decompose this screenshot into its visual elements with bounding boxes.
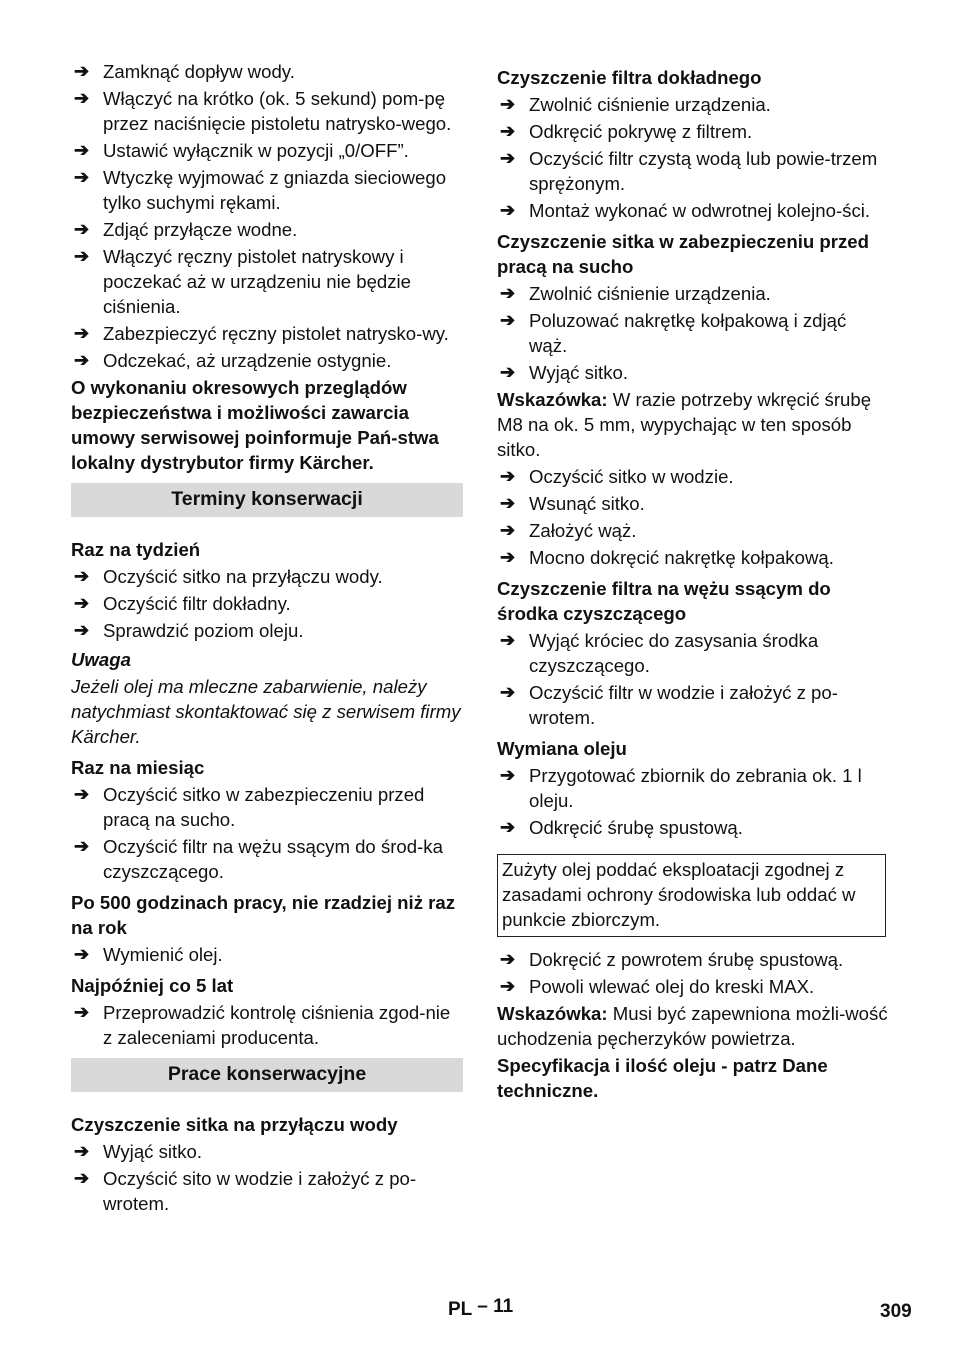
footer-language xyxy=(448,1297,513,1322)
list-item xyxy=(497,974,889,999)
500h-heading: Po 500 godzinach pracy, nie rzadziej niż raz na rok xyxy=(71,892,456,938)
list-item-text: Zabezpieczyć ręczny pistolet natrysko-wy. xyxy=(103,323,449,344)
list-item-text: Odkręcić pokrywę z filtrem. xyxy=(529,121,753,142)
list-item-text: Włączyć na krótko (ok. 5 sekund) pom-pę przez naciśnięcie pistoletu natrysko-wego. xyxy=(103,88,452,134)
arrow-right-icon: ➔ xyxy=(500,547,516,567)
left-column xyxy=(71,59,463,1218)
list-item xyxy=(497,947,889,972)
hint-2-text: Musi być zapewniona możli-wość uchodzenia pęcherzyków powietrza. xyxy=(497,1003,888,1049)
arrow-right-icon: ➔ xyxy=(74,620,90,640)
arrow-right-icon: ➔ xyxy=(500,949,516,969)
list-item xyxy=(71,138,463,163)
list-item xyxy=(497,545,889,570)
list-item-text: Wyjąć sitko. xyxy=(529,362,629,383)
500h-list xyxy=(71,942,463,967)
list-item xyxy=(71,1166,463,1216)
list-item-text: Oczyścić sitko na przyłączu wody. xyxy=(103,566,383,587)
list-item-text: Dokręcić z powrotem śrubę spustową. xyxy=(529,949,844,970)
arrow-right-icon: ➔ xyxy=(500,148,516,168)
arrow-right-icon: ➔ xyxy=(74,88,90,108)
oil-change-list-2 xyxy=(497,947,889,999)
arrow-right-icon: ➔ xyxy=(74,1002,90,1022)
arrow-right-icon: ➔ xyxy=(500,493,516,513)
list-item xyxy=(71,834,463,884)
list-item-text: Powoli wlewać olej do kreski MAX. xyxy=(529,976,815,997)
list-item-text: Ustawić wyłącznik w pozycji „0/OFF”. xyxy=(103,140,409,161)
list-item xyxy=(497,464,889,489)
arrow-right-icon: ➔ xyxy=(74,350,90,370)
list-item xyxy=(497,281,889,306)
list-item-text: Oczyścić filtr dokładny. xyxy=(103,593,291,614)
list-item xyxy=(71,1139,463,1164)
weekly-heading: Raz na tydzień xyxy=(71,539,201,560)
list-item-text: Założyć wąż. xyxy=(529,520,637,541)
hint-2-label: Wskazówka: xyxy=(497,1003,608,1024)
list-item-text: Oczyścić filtr na wężu ssącym do środ-ka czyszczącego. xyxy=(103,836,443,882)
list-item-text: Zamknąć dopływ wody. xyxy=(103,61,295,82)
list-item xyxy=(71,217,463,242)
arrow-right-icon: ➔ xyxy=(74,1168,90,1188)
section-heading-maintenance-work: Prace konserwacyjne xyxy=(71,1058,463,1092)
arrow-right-icon: ➔ xyxy=(500,765,516,785)
footer-lang-code: PL xyxy=(448,1299,472,1320)
fine-filter-list xyxy=(497,92,889,223)
service-note: O wykonaniu okresowych przeglądów bezpieczeństwa i możliwości zawarcia umowy serwisowej poinformuje Pań-stwa lokalny dystrybutor firmy Kärcher. xyxy=(71,377,439,473)
shutdown-steps xyxy=(71,59,463,373)
arrow-right-icon: ➔ xyxy=(500,466,516,486)
oil-change-heading: Wymiana oleju xyxy=(497,738,627,759)
oil-spec-note: Specyfikacja i ilość oleju - patrz Dane techniczne. xyxy=(497,1055,828,1101)
list-item-text: Wtyczkę wyjmować z gniazda sieciowego tylko suchymi rękami. xyxy=(103,167,447,213)
list-item xyxy=(71,1000,463,1050)
list-item xyxy=(497,763,889,813)
caution-text: Jeżeli olej ma mleczne zabarwienie, należy natychmiast skontaktować się z serwisem firmy Kärcher. xyxy=(71,676,461,747)
list-item xyxy=(71,782,463,832)
arrow-right-icon: ➔ xyxy=(74,784,90,804)
arrow-right-icon: ➔ xyxy=(500,817,516,837)
list-item-text: Oczyścić sitko w wodzie. xyxy=(529,466,734,487)
arrow-right-icon: ➔ xyxy=(500,200,516,220)
page-number: 309 xyxy=(880,1301,912,1322)
list-item xyxy=(71,59,463,84)
arrow-right-icon: ➔ xyxy=(500,121,516,141)
list-item xyxy=(71,348,463,373)
arrow-right-icon: ➔ xyxy=(74,566,90,586)
arrow-right-icon: ➔ xyxy=(500,362,516,382)
arrow-right-icon: ➔ xyxy=(500,310,516,330)
list-item-text: Odczekać, aż urządzenie ostygnie. xyxy=(103,350,392,371)
arrow-right-icon: ➔ xyxy=(74,593,90,613)
list-item-text: Zwolnić ciśnienie urządzenia. xyxy=(529,283,771,304)
arrow-right-icon: ➔ xyxy=(74,61,90,81)
list-item-text: Wyjąć króciec do zasysania środka czyszczącego. xyxy=(529,630,819,676)
list-item-text: Odkręcić śrubę spustową. xyxy=(529,817,743,838)
list-item-text: Zdjąć przyłącze wodne. xyxy=(103,219,298,240)
arrow-right-icon: ➔ xyxy=(74,944,90,964)
weekly-list xyxy=(71,564,463,643)
hint-1 xyxy=(497,387,889,462)
right-column xyxy=(497,59,889,1105)
list-item xyxy=(497,628,889,678)
list-item xyxy=(71,618,463,643)
list-item-text: Zwolnić ciśnienie urządzenia. xyxy=(529,94,771,115)
list-item xyxy=(71,86,463,136)
list-item-text: Włączyć ręczny pistolet natryskowy i poczekać aż w urządzeniu nie będzie ciśnienia. xyxy=(103,246,412,317)
arrow-right-icon: ➔ xyxy=(500,682,516,702)
water-strainer-heading: Czyszczenie sitka na przyłączu wody xyxy=(71,1114,398,1135)
arrow-right-icon: ➔ xyxy=(500,520,516,540)
water-strainer-list xyxy=(71,1139,463,1216)
list-item-text: Oczyścić filtr w wodzie i założyć z po-wrotem. xyxy=(529,682,838,728)
monthly-heading: Raz na miesiąc xyxy=(71,757,205,778)
arrow-right-icon: ➔ xyxy=(500,283,516,303)
list-item xyxy=(497,491,889,516)
hint-2 xyxy=(497,1001,889,1051)
arrow-right-icon: ➔ xyxy=(74,140,90,160)
list-item xyxy=(71,321,463,346)
fine-filter-heading: Czyszczenie filtra dokładnego xyxy=(497,67,762,88)
arrow-right-icon: ➔ xyxy=(500,976,516,996)
suction-hose-filter-heading: Czyszczenie filtra na wężu ssącym do środka czyszczącego xyxy=(497,578,831,624)
list-item-text: Przeprowadzić kontrolę ciśnienia zgod-nie z zaleceniami producenta. xyxy=(103,1002,451,1048)
5y-heading: Najpóźniej co 5 lat xyxy=(71,975,234,996)
list-item-text: Sprawdzić poziom oleju. xyxy=(103,620,304,641)
5y-list xyxy=(71,1000,463,1050)
arrow-right-icon: ➔ xyxy=(74,836,90,856)
list-item-text: Przygotować zbiornik do zebrania ok. 1 l oleju. xyxy=(529,765,862,811)
arrow-right-icon: ➔ xyxy=(74,246,90,266)
arrow-right-icon: ➔ xyxy=(74,219,90,239)
arrow-right-icon: ➔ xyxy=(74,167,90,187)
hint-1-text: W razie potrzeby wkręcić śrubę M8 na ok. 5 mm, wypychając w ten sposób sitko. xyxy=(497,389,872,460)
list-item xyxy=(497,815,889,840)
dry-run-strainer-list xyxy=(497,281,889,385)
hint-1-label: Wskazówka: xyxy=(497,389,608,410)
monthly-list xyxy=(71,782,463,884)
list-item xyxy=(71,564,463,589)
list-item-text: Mocno dokręcić nakrętkę kołpakową. xyxy=(529,547,834,568)
list-item xyxy=(497,680,889,730)
list-item xyxy=(497,360,889,385)
oil-change-list xyxy=(497,763,889,840)
list-item xyxy=(497,92,889,117)
list-item xyxy=(71,591,463,616)
arrow-right-icon: ➔ xyxy=(500,630,516,650)
dry-run-strainer-heading: Czyszczenie sitka w zabezpieczeniu przed pracą na sucho xyxy=(497,231,870,277)
list-item xyxy=(497,198,889,223)
arrow-right-icon: ➔ xyxy=(500,94,516,114)
list-item-text: Oczyścić sito w wodzie i założyć z po-wrotem. xyxy=(103,1168,417,1214)
list-item-text: Poluzować nakrętkę kołpakową i zdjąć wąż. xyxy=(529,310,847,356)
list-item xyxy=(497,119,889,144)
list-item xyxy=(71,165,463,215)
section-heading-maintenance-schedule: Terminy konserwacji xyxy=(71,483,463,517)
dry-run-strainer-list-2 xyxy=(497,464,889,570)
suction-hose-filter-list xyxy=(497,628,889,730)
list-item xyxy=(71,244,463,319)
arrow-right-icon: ➔ xyxy=(74,1141,90,1161)
list-item-text: Wyjąć sitko. xyxy=(103,1141,203,1162)
list-item-text: Montaż wykonać w odwrotnej kolejno-ści. xyxy=(529,200,871,221)
list-item-text: Oczyścić sitko w zabezpieczeniu przed pracą na sucho. xyxy=(103,784,425,830)
arrow-right-icon: ➔ xyxy=(74,323,90,343)
list-item-text: Wsunąć sitko. xyxy=(529,493,645,514)
footer-section-page: – 11 xyxy=(477,1296,514,1317)
caution-heading: Uwaga xyxy=(71,649,131,670)
list-item xyxy=(71,942,463,967)
environment-notice-box: Zużyty olej poddać eksploatacji zgodnej z zasadami ochrony środowiska lub oddać w punkcie zbiorczym. xyxy=(497,854,886,937)
list-item-text: Wymienić olej. xyxy=(103,944,223,965)
list-item xyxy=(497,308,889,358)
list-item-text: Oczyścić filtr czystą wodą lub powie-trzem sprężonym. xyxy=(529,148,878,194)
list-item xyxy=(497,146,889,196)
list-item xyxy=(497,518,889,543)
